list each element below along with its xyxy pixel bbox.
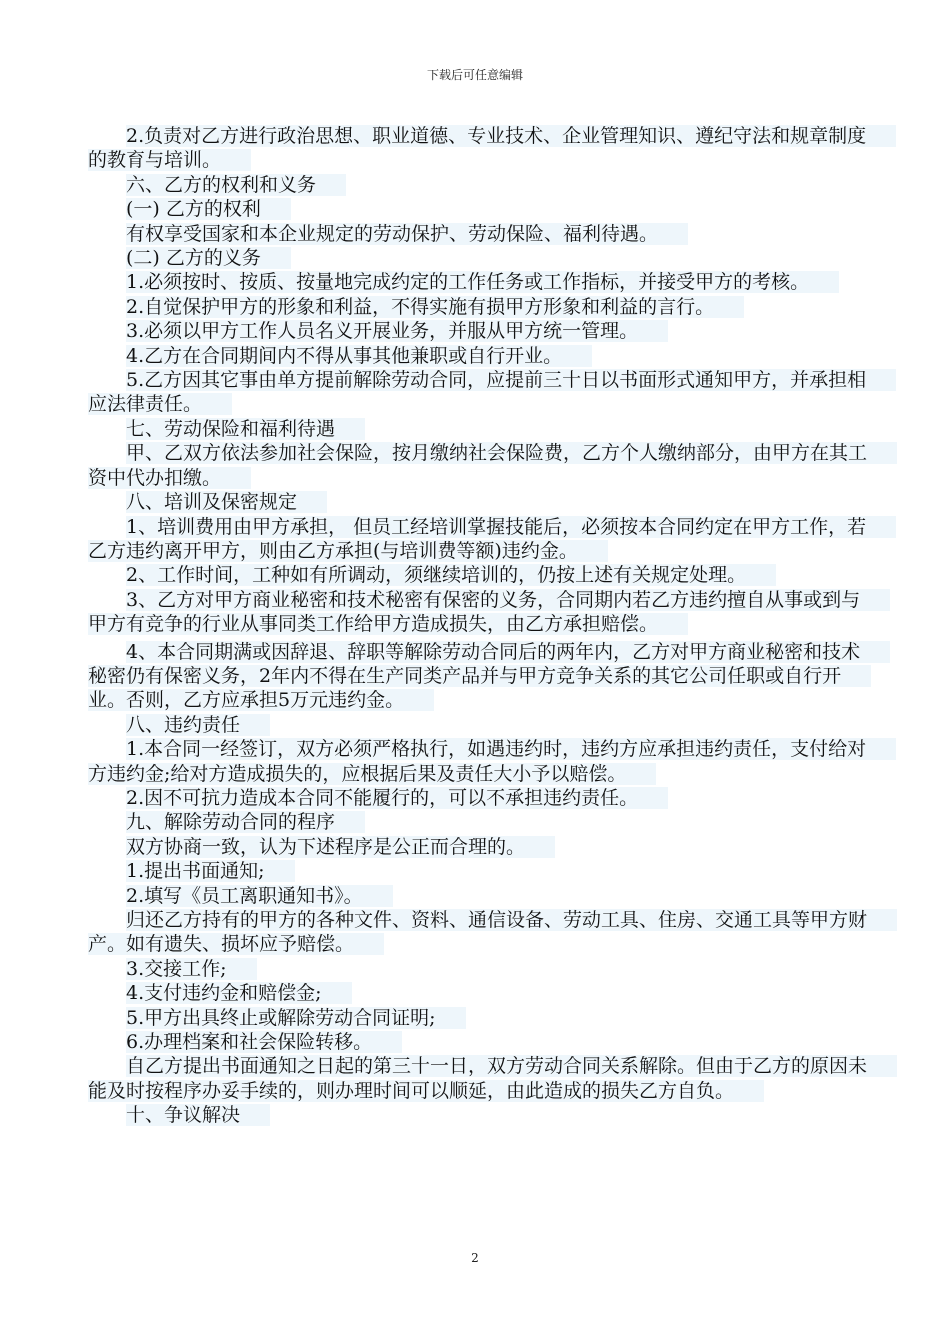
list-item (88, 884, 878, 908)
paragraph (88, 1054, 878, 1103)
paragraph-text: (二) 乙方的义务 (126, 247, 291, 269)
section-heading (88, 810, 878, 834)
paragraph-text: 1.必须按时、按质、按量地完成约定的工作任务或工作指标，并接受甲方的考核。 (126, 271, 839, 293)
paragraph (88, 441, 878, 490)
paragraph-text: 3、乙方对甲方商业秘密和技术秘密有保密的义务，合同期内若乙方违约擅自从事或到与甲方有竞争的行业从事同类工作给甲方造成损失，由乙方承担赔偿。 (88, 589, 890, 635)
paragraph-text: 有权享受国家和本企业规定的劳动保护、劳动保险、福利待遇。 (126, 223, 688, 245)
paragraph-text: 七、劳动保险和福利待遇 (126, 418, 365, 440)
paragraph-text: 甲、乙双方依法参加社会保险，按月缴纳社会保险费，乙方个人缴纳部分，由甲方在其工资中代办扣缴。 (88, 442, 897, 488)
paragraph-text: 1.本合同一经签订，双方必须严格执行，如遇违约时，违约方应承担违约责任，支付给对方违约金;给对方造成损失的，应根据后果及责任大小予以赔偿。 (88, 738, 896, 784)
page-number: 2 (471, 1251, 479, 1265)
paragraph-text: 1、培训费用由甲方承担， 但员工经培训掌握技能后，必须按本合同约定在甲方工作，若乙方违约离开甲方，则由乙方承担(与培训费等额)违约金。 (88, 516, 896, 562)
paragraph (88, 270, 878, 294)
paragraph (88, 908, 878, 957)
paragraph-text: 八、违约责任 (126, 714, 270, 736)
paragraph (88, 515, 878, 564)
paragraph (88, 124, 878, 173)
list-item (88, 957, 878, 981)
subsection-heading (88, 246, 878, 270)
paragraph-text: 六、乙方的权利和义务 (126, 174, 346, 196)
subsection-heading (88, 197, 878, 221)
paragraph-text: 九、解除劳动合同的程序 (126, 811, 365, 833)
paragraph (88, 222, 878, 246)
paragraph-text: 2.填写《员工离职通知书》。 (126, 885, 393, 907)
list-item (88, 981, 878, 1005)
paragraph (88, 640, 878, 713)
section-heading (88, 1103, 878, 1127)
paragraph (88, 737, 878, 786)
paragraph (88, 319, 878, 343)
paragraph-text: (一) 乙方的权利 (126, 198, 291, 220)
list-item (88, 1006, 878, 1030)
document-body (88, 124, 878, 1128)
section-heading (88, 713, 878, 737)
paragraph-text: 6.办理档案和社会保险转移。 (126, 1031, 402, 1053)
paragraph-text: 2.负责对乙方进行政治思想、职业道德、专业技术、企业管理知识、遵纪守法和规章制度的教育与培训。 (88, 125, 896, 171)
paragraph-text: 八、培训及保密规定 (126, 491, 327, 513)
paragraph-text: 5.甲方出具终止或解除劳动合同证明; (126, 1007, 466, 1029)
list-item (88, 1030, 878, 1054)
paragraph-text: 2.自觉保护甲方的形象和利益，不得实施有损甲方形象和利益的言行。 (126, 296, 744, 318)
paragraph-text: 3.交接工作; (126, 958, 257, 980)
paragraph-text: 2.因不可抗力造成本合同不能履行的，可以不承担违约责任。 (126, 787, 668, 809)
page-header: 下载后可任意编辑 (426, 68, 523, 82)
paragraph-text: 十、争议解决 (126, 1104, 270, 1126)
paragraph (88, 786, 878, 810)
paragraph-text: 双方协商一致，认为下述程序是公正而合理的。 (126, 836, 555, 858)
paragraph (88, 588, 878, 637)
paragraph-text: 4.支付违约金和赔偿金; (126, 982, 352, 1004)
section-heading (88, 417, 878, 441)
section-heading (88, 490, 878, 514)
paragraph-text: 归还乙方持有的甲方的各种文件、资料、通信设备、劳动工具、住房、交通工具等甲方财产。如有遗失、损坏应予赔偿。 (88, 909, 897, 955)
paragraph (88, 344, 878, 368)
paragraph (88, 295, 878, 319)
list-item (88, 859, 878, 883)
paragraph-text: 自乙方提出书面通知之日起的第三十一日，双方劳动合同关系解除。但由于乙方的原因未能及时按程序办妥手续的，则办理时间可以顺延，由此造成的损失乙方自负。 (88, 1055, 897, 1101)
section-heading (88, 173, 878, 197)
paragraph (88, 368, 878, 417)
paragraph-text: 4.乙方在合同期间内不得从事其他兼职或自行开业。 (126, 345, 592, 367)
paragraph-text: 3.必须以甲方工作人员名义开展业务，并服从甲方统一管理。 (126, 320, 668, 342)
paragraph-text: 5.乙方因其它事由单方提前解除劳动合同，应提前三十日以书面形式通知甲方，并承担相应法律责任。 (88, 369, 896, 415)
paragraph-text: 1.提出书面通知; (126, 860, 295, 882)
paragraph-text: 4、本合同期满或因辞退、辞职等解除劳动合同后的两年内，乙方对甲方商业秘密和技术秘密仍有保密义务，2年内不得在生产同类产品并与甲方竞争关系的其它公司任职或自行开业。否则，乙方应承担5万元违约金。 (88, 641, 890, 712)
paragraph-text: 2、工作时间，工种如有所调动，须继续培训的，仍按上述有关规定处理。 (126, 564, 776, 586)
paragraph (88, 835, 878, 859)
paragraph (88, 563, 878, 587)
